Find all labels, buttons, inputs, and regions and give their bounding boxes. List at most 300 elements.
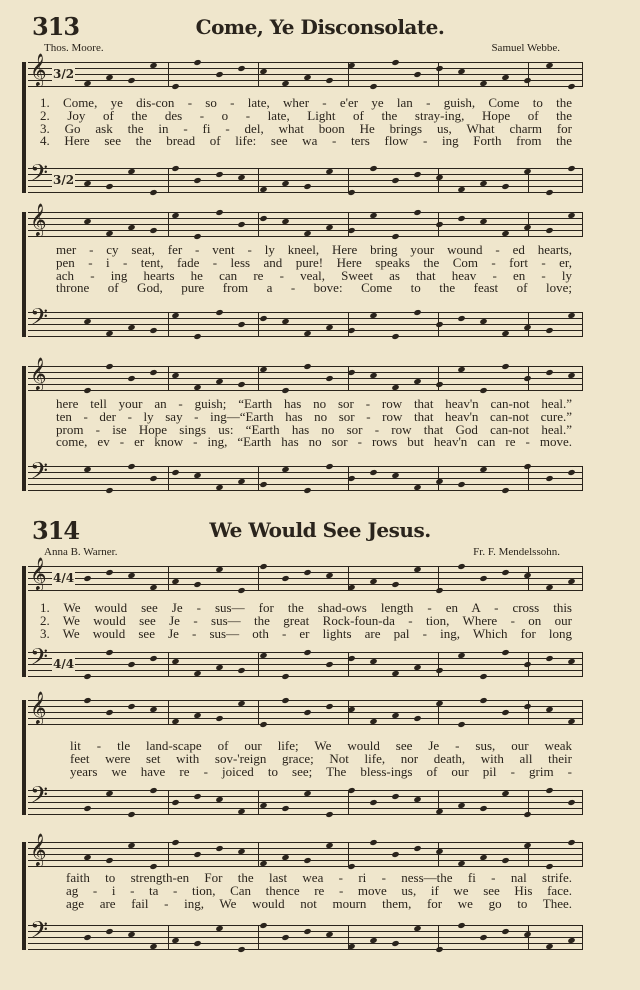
staff-line xyxy=(28,866,583,867)
note-head xyxy=(171,83,179,90)
note-head xyxy=(413,845,421,852)
lyric-line: 1. We would see Je - sus— for the shad-ows length - en A - cross this xyxy=(40,600,572,615)
note-head xyxy=(303,569,311,576)
note-head xyxy=(347,369,355,376)
staff-line xyxy=(28,390,583,391)
time-signature: 3/2 xyxy=(53,173,75,187)
lyric-line: 1. Come, ye dis-con - so - late, wher - e'er ye lan - guish, Come to the xyxy=(40,95,572,110)
bass-staff xyxy=(28,781,583,814)
note-head xyxy=(215,715,223,722)
note-head xyxy=(413,71,421,78)
note-head xyxy=(105,183,113,190)
note-head xyxy=(127,811,135,818)
bar-line xyxy=(258,366,259,391)
note-head xyxy=(567,839,575,846)
system-brace xyxy=(22,366,26,491)
bass-clef-icon: 𝄢 xyxy=(30,159,49,192)
bar-line xyxy=(168,168,169,193)
system-brace xyxy=(22,700,26,815)
note-head xyxy=(259,922,267,929)
lyric-line: prom - ise Hope sings us: “Earth has no sor - row that God can-not heal.” xyxy=(56,421,572,437)
lyric-line: here tell your an - guish; “Earth has no sor - row that heav'n can-not heal.” xyxy=(56,396,572,411)
note-head xyxy=(391,851,399,858)
lyric-line: faith to strength-en For the last wea - ri - ness—the fi - nal strife. xyxy=(66,870,572,885)
bar-line xyxy=(258,62,259,87)
lyric-line: lit - tle land-scape of our life; We would see Je - sus, our weak xyxy=(70,738,572,753)
bass-clef-icon: 𝄢 xyxy=(30,303,49,336)
note-head xyxy=(237,587,245,594)
staff-line xyxy=(28,180,583,181)
note-head xyxy=(435,65,443,72)
bar-line xyxy=(582,652,583,677)
note-head xyxy=(435,946,443,953)
treble-clef-icon: 𝄞 xyxy=(30,833,47,866)
note-head xyxy=(523,703,531,710)
note-head xyxy=(457,315,465,322)
staff-line xyxy=(28,670,583,671)
note-head xyxy=(545,787,553,794)
note-head xyxy=(479,673,487,680)
bar-line xyxy=(258,925,259,950)
note-head xyxy=(193,333,201,340)
staff-line xyxy=(28,949,583,950)
staff-line xyxy=(28,62,583,63)
lyric-line: feet were set with sov-'reign grace; Not life, nor death, with all their xyxy=(70,750,572,766)
staff-line xyxy=(28,168,583,169)
note-head xyxy=(171,165,179,172)
staff-line xyxy=(28,192,583,193)
note-head xyxy=(237,667,245,674)
note-head xyxy=(83,575,91,582)
staff-line xyxy=(28,324,583,325)
bar-line xyxy=(438,168,439,193)
note-head xyxy=(171,799,179,806)
note-head xyxy=(193,177,201,184)
bar-line xyxy=(258,566,259,591)
note-head xyxy=(325,811,333,818)
lyric-line: come, ev - er know - ing, “Earth has no sor - rows but heav'n can re - move. xyxy=(56,434,572,450)
note-head xyxy=(149,863,157,870)
lyric-line: 4. Here see the bread of life: see wa - ters flow - ing Forth from the xyxy=(40,133,572,149)
note-head xyxy=(325,703,333,710)
bar-line xyxy=(528,566,529,591)
note-head xyxy=(325,77,333,84)
staff-line xyxy=(28,566,583,567)
note-head xyxy=(237,946,245,953)
note-head xyxy=(237,65,245,72)
bar-line xyxy=(348,168,349,193)
staff-line xyxy=(28,842,583,843)
bar-line xyxy=(168,312,169,337)
staff-line xyxy=(28,808,583,809)
lyric-line: 3. We would see Je - sus— oth - er lights are pal - ing, Which for long xyxy=(40,625,572,641)
bar-line xyxy=(258,652,259,677)
note-head xyxy=(171,469,179,476)
bar-line xyxy=(582,312,583,337)
words-author: Anna B. Warner. xyxy=(44,546,118,558)
lyric-line: throne of God, pure from a - bove: Come to the feast of love; xyxy=(56,280,572,296)
staff-line xyxy=(28,590,583,591)
staff-line xyxy=(28,718,583,719)
treble-clef-icon: 𝄞 xyxy=(30,557,47,590)
lyric-line: mer - cy seat, fer - vent - ly kneel, Here bring your wound - ed hearts, xyxy=(56,242,572,257)
staff-line xyxy=(28,68,583,69)
note-head xyxy=(501,649,509,656)
note-head xyxy=(127,703,135,710)
note-head xyxy=(215,209,223,216)
lyric-line: 2. Joy of the des - o - late, Light of the stray-ing, Hope of the xyxy=(40,107,572,123)
note-head xyxy=(457,215,465,222)
note-head xyxy=(259,315,267,322)
treble-staff xyxy=(28,557,583,590)
treble-staff xyxy=(28,833,583,866)
lyrics-block xyxy=(40,95,572,149)
staff-line xyxy=(28,578,583,579)
note-head xyxy=(391,940,399,947)
treble-clef-icon: 𝄞 xyxy=(30,53,47,86)
note-head xyxy=(127,661,135,668)
note-head xyxy=(83,387,91,394)
system-brace xyxy=(22,212,26,337)
note-head xyxy=(303,649,311,656)
note-head xyxy=(391,581,399,588)
note-head xyxy=(325,375,333,382)
note-head xyxy=(237,321,245,328)
system-brace xyxy=(22,566,26,677)
note-head xyxy=(435,667,443,674)
note-head xyxy=(347,787,355,794)
note-head xyxy=(105,487,113,494)
bar-line xyxy=(528,466,529,491)
lyric-line: age are fail - ing, We would not mourn them, for we go to Thee. xyxy=(66,895,572,911)
hymn-title: Come, Ye Disconsolate. xyxy=(195,15,445,39)
note-head xyxy=(567,469,575,476)
note-head xyxy=(215,845,223,852)
system-brace xyxy=(22,62,26,193)
bar-line xyxy=(528,925,529,950)
note-head xyxy=(545,327,553,334)
bar-line xyxy=(348,790,349,815)
bar-line xyxy=(168,212,169,237)
note-head xyxy=(303,183,311,190)
lyric-line: ag - i - ta - tion, Can thence re - move us, if we see His face. xyxy=(66,882,572,898)
note-head xyxy=(347,863,355,870)
treble-clef-icon: 𝄞 xyxy=(30,691,47,724)
note-head xyxy=(303,928,311,935)
lyrics-block xyxy=(66,872,572,910)
lyric-line: 2. We would see Je - sus— the great Rock-foun-da - tion, Where - on our xyxy=(40,612,572,628)
bass-staff xyxy=(28,457,583,490)
treble-clef-icon: 𝄞 xyxy=(30,357,47,390)
note-head xyxy=(83,934,91,941)
bar-line xyxy=(258,466,259,491)
note-head xyxy=(281,387,289,394)
note-head xyxy=(303,709,311,716)
bass-staff xyxy=(28,303,583,336)
note-head xyxy=(325,661,333,668)
note-head xyxy=(523,811,531,818)
bar-line xyxy=(582,790,583,815)
note-head xyxy=(523,463,531,470)
note-head xyxy=(391,333,399,340)
note-head xyxy=(171,839,179,846)
note-head xyxy=(413,209,421,216)
lyrics-block xyxy=(70,740,572,778)
bass-clef-icon: 𝄢 xyxy=(30,457,49,490)
note-head xyxy=(347,655,355,662)
bass-clef-icon: 𝄢 xyxy=(30,916,49,949)
note-head xyxy=(281,934,289,941)
staff-line xyxy=(28,584,583,585)
staff-line xyxy=(28,372,583,373)
note-head xyxy=(369,799,377,806)
staff-line xyxy=(28,724,583,725)
note-head xyxy=(501,569,509,576)
note-head xyxy=(193,940,201,947)
bar-line xyxy=(348,842,349,867)
note-head xyxy=(523,375,531,382)
note-head xyxy=(545,655,553,662)
staff-line xyxy=(28,312,583,313)
bar-line xyxy=(168,62,169,87)
note-head xyxy=(193,793,201,800)
staff-line xyxy=(28,478,583,479)
note-head xyxy=(215,309,223,316)
staff-line xyxy=(28,378,583,379)
note-head xyxy=(435,381,443,388)
treble-staff xyxy=(28,357,583,390)
note-head xyxy=(193,233,201,240)
staff-line xyxy=(28,484,583,485)
note-head xyxy=(149,787,157,794)
note-head xyxy=(149,655,157,662)
note-head xyxy=(325,463,333,470)
note-head xyxy=(215,71,223,78)
bar-line xyxy=(168,842,169,867)
note-head xyxy=(83,673,91,680)
treble-staff xyxy=(28,53,583,86)
music-composer: Fr. F. Mendelssohn. xyxy=(473,546,560,558)
note-head xyxy=(413,171,421,178)
note-head xyxy=(149,369,157,376)
staff-line xyxy=(28,700,583,701)
note-head xyxy=(149,475,157,482)
staff-line xyxy=(28,212,583,213)
note-head xyxy=(567,799,575,806)
bar-line xyxy=(258,212,259,237)
bar-line xyxy=(168,652,169,677)
staff-line xyxy=(28,174,583,175)
note-head xyxy=(347,475,355,482)
hymn-number: 314 xyxy=(32,516,80,545)
bass-staff xyxy=(28,916,583,949)
treble-staff xyxy=(28,691,583,724)
note-head xyxy=(545,227,553,234)
note-head xyxy=(435,321,443,328)
note-head xyxy=(127,463,135,470)
note-head xyxy=(479,805,487,812)
note-head xyxy=(501,487,509,494)
note-head xyxy=(501,709,509,716)
note-head xyxy=(347,227,355,234)
staff-line xyxy=(28,472,583,473)
note-head xyxy=(545,189,553,196)
note-head xyxy=(347,327,355,334)
note-head xyxy=(391,793,399,800)
note-head xyxy=(215,171,223,178)
note-head xyxy=(105,649,113,656)
note-head xyxy=(259,481,267,488)
bar-line xyxy=(168,790,169,815)
bar-line xyxy=(348,700,349,725)
note-head xyxy=(391,59,399,66)
staff-line xyxy=(28,706,583,707)
bar-line xyxy=(438,842,439,867)
note-head xyxy=(501,183,509,190)
note-head xyxy=(545,863,553,870)
note-head xyxy=(523,661,531,668)
bass-staff xyxy=(28,159,583,192)
bar-line xyxy=(168,366,169,391)
note-head xyxy=(545,369,553,376)
bar-line xyxy=(582,842,583,867)
staff-line xyxy=(28,814,583,815)
note-head xyxy=(303,857,311,864)
note-head xyxy=(457,563,465,570)
note-head xyxy=(237,221,245,228)
lyrics-block xyxy=(40,600,572,641)
note-head xyxy=(545,475,553,482)
note-head xyxy=(501,857,509,864)
note-head xyxy=(479,387,487,394)
note-head xyxy=(501,928,509,935)
staff-line xyxy=(28,664,583,665)
note-head xyxy=(149,227,157,234)
note-head xyxy=(259,721,267,728)
note-head xyxy=(127,375,135,382)
bar-line xyxy=(582,212,583,237)
staff-line xyxy=(28,658,583,659)
staff-line xyxy=(28,943,583,944)
note-head xyxy=(237,381,245,388)
bar-line xyxy=(258,312,259,337)
note-head xyxy=(105,928,113,935)
hymn-number: 313 xyxy=(32,12,80,41)
note-head xyxy=(281,673,289,680)
note-head xyxy=(413,309,421,316)
note-head xyxy=(303,363,311,370)
bar-line xyxy=(258,790,259,815)
bar-line xyxy=(582,566,583,591)
note-head xyxy=(567,83,575,90)
staff-line xyxy=(28,676,583,677)
note-head xyxy=(435,587,443,594)
bar-line xyxy=(168,566,169,591)
staff-line xyxy=(28,218,583,219)
lyric-line: 3. Go ask the in - fi - del, what boon He brings us, What charm for xyxy=(40,120,572,136)
note-head xyxy=(457,481,465,488)
lyrics-block xyxy=(56,398,572,449)
treble-clef-icon: 𝄞 xyxy=(30,203,47,236)
note-head xyxy=(281,697,289,704)
bar-line xyxy=(582,168,583,193)
bass-clef-icon: 𝄢 xyxy=(30,643,49,676)
treble-staff xyxy=(28,203,583,236)
note-head xyxy=(435,221,443,228)
note-head xyxy=(149,189,157,196)
note-head xyxy=(127,77,135,84)
staff-line xyxy=(28,318,583,319)
bar-line xyxy=(528,62,529,87)
staff-line xyxy=(28,384,583,385)
note-head xyxy=(193,581,201,588)
note-head xyxy=(567,165,575,172)
note-head xyxy=(259,563,267,570)
note-head xyxy=(369,469,377,476)
note-head xyxy=(105,569,113,576)
words-author: Thos. Moore. xyxy=(44,42,104,54)
note-head xyxy=(83,697,91,704)
note-head xyxy=(413,715,421,722)
note-head xyxy=(369,83,377,90)
music-composer: Samuel Webbe. xyxy=(491,42,560,54)
bar-line xyxy=(168,925,169,950)
bar-line xyxy=(582,366,583,391)
time-signature: 4/4 xyxy=(53,657,75,671)
staff-line xyxy=(28,86,583,87)
note-head xyxy=(457,922,465,929)
note-head xyxy=(105,363,113,370)
note-head xyxy=(479,575,487,582)
time-signature: 4/4 xyxy=(53,571,75,585)
bar-line xyxy=(582,466,583,491)
note-head xyxy=(303,487,311,494)
note-head xyxy=(259,215,267,222)
note-head xyxy=(193,851,201,858)
lyrics-block xyxy=(56,244,572,295)
bass-clef-icon: 𝄢 xyxy=(30,781,49,814)
bar-line xyxy=(582,925,583,950)
staff-line xyxy=(28,224,583,225)
note-head xyxy=(105,709,113,716)
bar-line xyxy=(582,700,583,725)
lyric-line: pen - i - tent, fade - less and pure! Here speaks the Com - fort - er, xyxy=(56,254,572,270)
hymn-title: We Would See Jesus. xyxy=(209,518,431,542)
note-head xyxy=(391,177,399,184)
staff-line xyxy=(28,925,583,926)
note-head xyxy=(479,934,487,941)
lyric-line: ten - der - ly say - ing—“Earth has no sor - row that heav'n can-not cure.” xyxy=(56,408,572,424)
staff-line xyxy=(28,854,583,855)
staff-line xyxy=(28,937,583,938)
note-head xyxy=(281,805,289,812)
bass-staff xyxy=(28,643,583,676)
lyric-line: ach - ing hearts he can re - veal, Sweet as that heav - en - ly xyxy=(56,267,572,283)
staff-line xyxy=(28,848,583,849)
note-head xyxy=(105,857,113,864)
note-head xyxy=(347,189,355,196)
bar-line xyxy=(168,466,169,491)
note-head xyxy=(149,327,157,334)
staff-line xyxy=(28,802,583,803)
note-head xyxy=(83,805,91,812)
note-head xyxy=(501,363,509,370)
bar-line xyxy=(168,700,169,725)
staff-line xyxy=(28,466,583,467)
note-head xyxy=(457,721,465,728)
lyric-line: years we have re - joiced to see; The bless-ings of our pil - grim - xyxy=(70,763,572,779)
system-brace xyxy=(22,842,26,950)
